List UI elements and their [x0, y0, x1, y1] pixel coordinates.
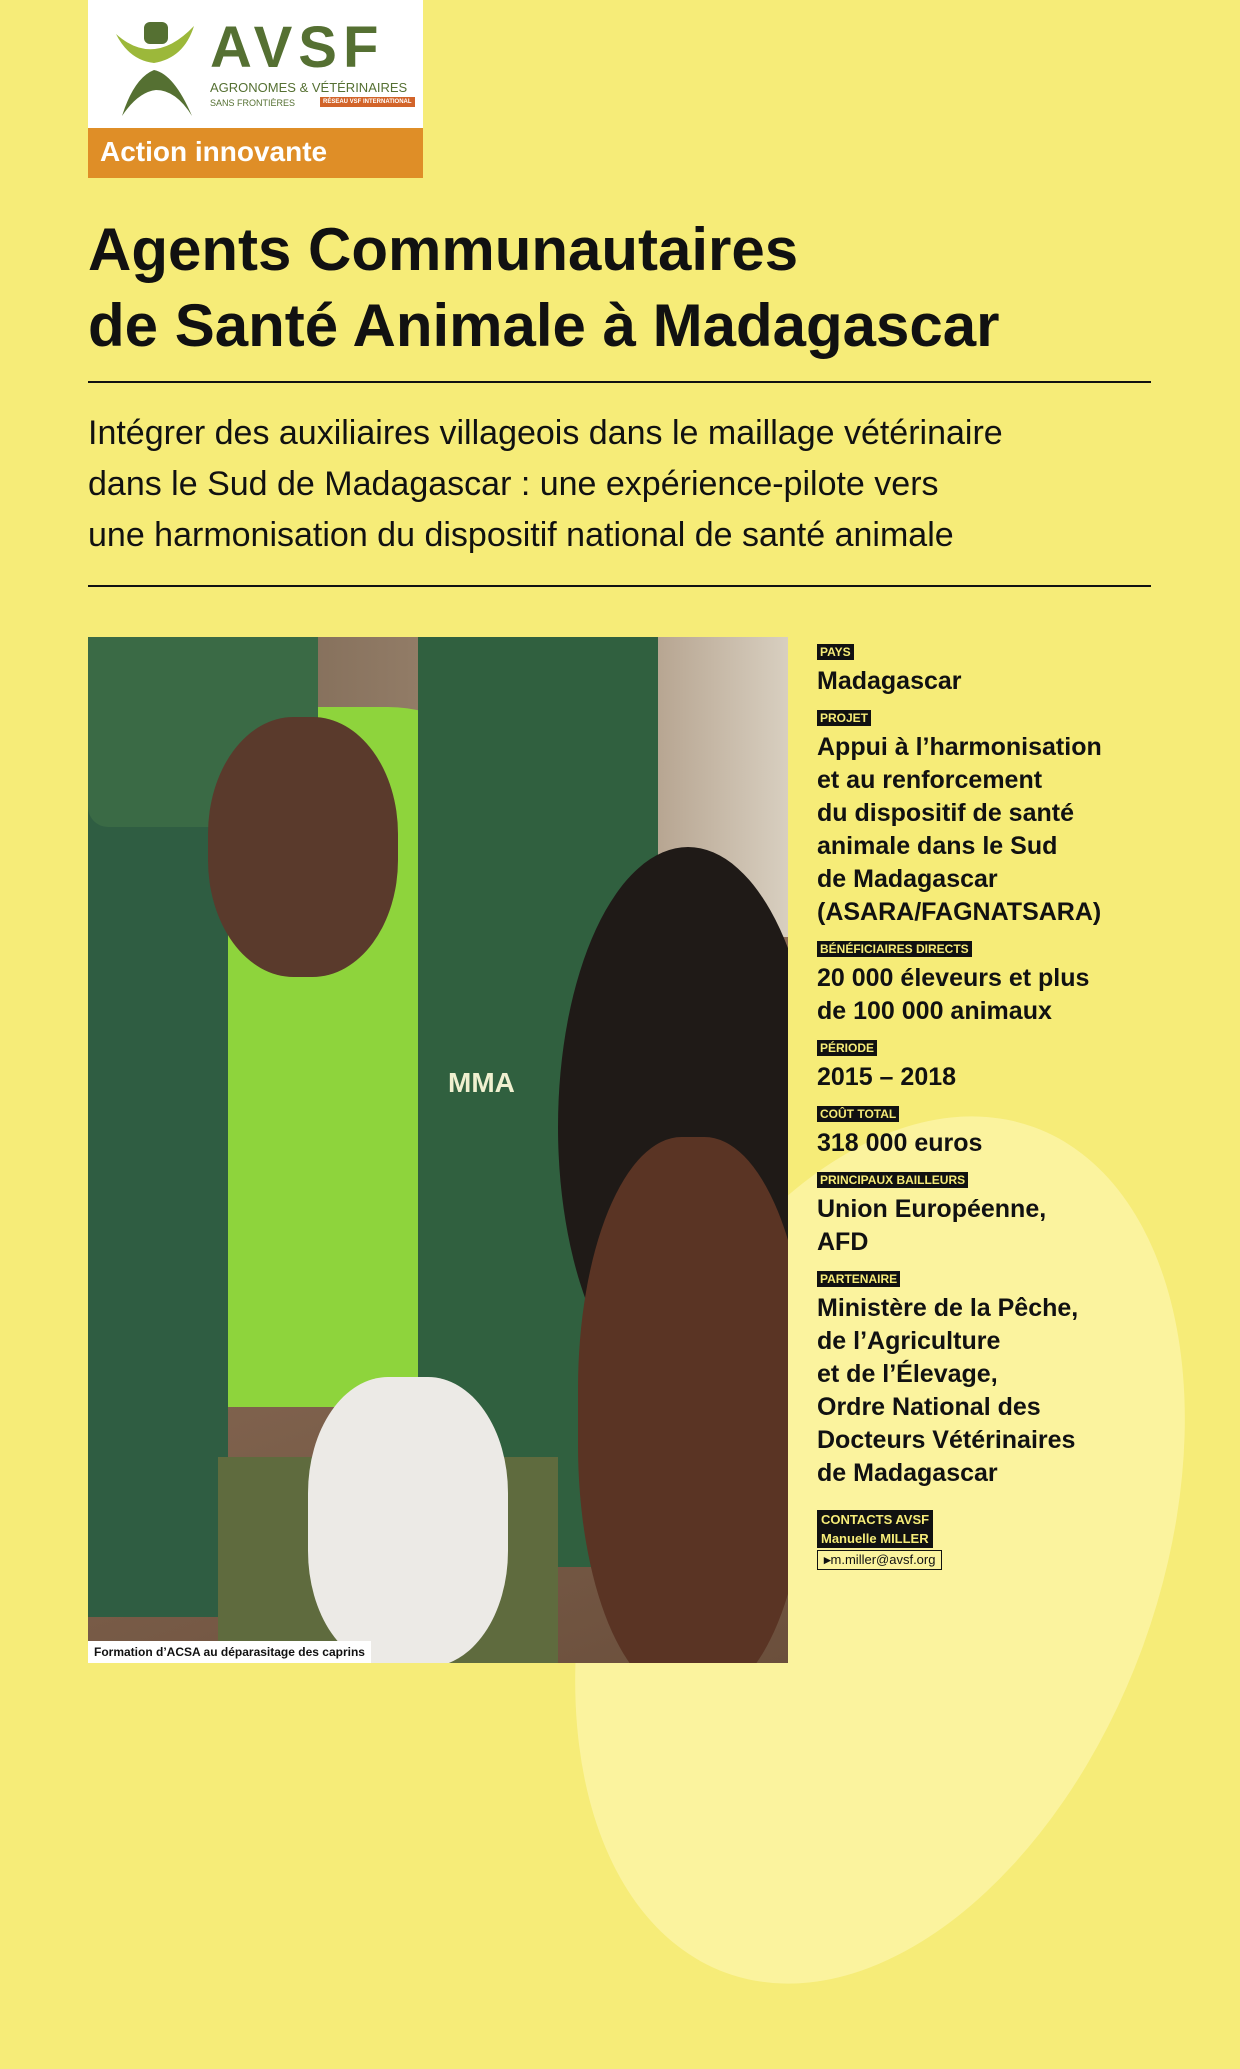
- info-value-line: et de l’Élevage,: [817, 1360, 998, 1388]
- contact-label: CONTACTS AVSF: [817, 1510, 933, 1529]
- info-label: PROJET: [817, 710, 871, 726]
- info-label: PRINCIPAUX BAILLEURS: [817, 1172, 968, 1188]
- info-label: PÉRIODE: [817, 1040, 877, 1056]
- avsf-logo: [88, 0, 423, 128]
- info-value-line: 318 000 euros: [817, 1129, 983, 1157]
- title-line: de Santé Animale à Madagascar: [88, 292, 1000, 359]
- info-value: [817, 665, 1227, 698]
- title-line: Agents Communautaires: [88, 216, 799, 283]
- contact-email: m.miller@avsf.org: [830, 1552, 936, 1567]
- subtitle-line: une harmonisation du dispositif national de santé animale: [88, 516, 954, 554]
- info-value-line: de Madagascar: [817, 1459, 998, 1487]
- info-value-line: 2015 – 2018: [817, 1063, 957, 1091]
- info-value-line: de Madagascar: [817, 865, 998, 893]
- info-value-line: Union Européenne,: [817, 1195, 1047, 1223]
- subtitle-line: dans le Sud de Madagascar : une expérience-pilote vers: [88, 465, 939, 503]
- info-value-line: Ministère de la Pêche,: [817, 1294, 1079, 1322]
- logo-line1: AGRONOMES & VÉTÉRINAIRES: [210, 80, 408, 95]
- info-value-line: du dispositif de santé: [817, 799, 1074, 827]
- contact-email-link[interactable]: [817, 1550, 942, 1570]
- category-badge: Action innovante: [88, 128, 423, 178]
- info-label: BÉNÉFICIAIRES DIRECTS: [817, 941, 972, 957]
- divider: [88, 381, 1151, 383]
- info-value-line: de l’Agriculture: [817, 1327, 1001, 1355]
- page-title: [88, 212, 999, 364]
- contact-name: Manuelle MILLER: [817, 1529, 933, 1548]
- subtitle-line: Intégrer des auxiliaires villageois dans le maillage vétérinaire: [88, 414, 1003, 452]
- logo-name: AVSF: [210, 15, 385, 80]
- info-value-line: Appui à l’harmonisation: [817, 733, 1102, 761]
- info-value-line: Ordre National des: [817, 1393, 1041, 1421]
- info-value: [817, 962, 1227, 1028]
- info-value: [817, 731, 1227, 929]
- subtitle: [88, 408, 1003, 561]
- arrow-right-icon: ▸: [824, 1552, 831, 1567]
- info-value-line: animale dans le Sud: [817, 832, 1058, 860]
- contact-block: [817, 1510, 1227, 1570]
- info-value-line: 20 000 éleveurs et plus: [817, 964, 1090, 992]
- info-value: [817, 1127, 1227, 1160]
- divider: [88, 585, 1151, 587]
- info-label: COÛT TOTAL: [817, 1106, 899, 1122]
- info-value-line: de 100 000 animaux: [817, 997, 1052, 1025]
- vest-text: MMA: [448, 1067, 515, 1098]
- info-value-line: et au renforcement: [817, 766, 1043, 794]
- photo-caption: Formation d’ACSA au déparasitage des caprins: [88, 1641, 371, 1663]
- info-value-line: AFD: [817, 1228, 869, 1256]
- info-value: [817, 1193, 1227, 1259]
- info-value: [817, 1061, 1227, 1094]
- logo-network: RÉSEAU VSF INTERNATIONAL: [320, 97, 415, 107]
- info-value-line: Docteurs Vétérinaires: [817, 1426, 1076, 1454]
- avsf-figure-icon: [114, 18, 204, 118]
- project-info: [817, 632, 1227, 1570]
- info-value: [817, 1292, 1227, 1490]
- photo: [88, 637, 788, 1663]
- info-value-line: (ASARA/FAGNATSARA): [817, 898, 1102, 926]
- info-value-line: Madagascar: [817, 667, 962, 695]
- logo-line2: SANS FRONTIÈRES: [210, 98, 296, 108]
- info-label: PARTENAIRE: [817, 1271, 900, 1287]
- info-label: PAYS: [817, 644, 854, 660]
